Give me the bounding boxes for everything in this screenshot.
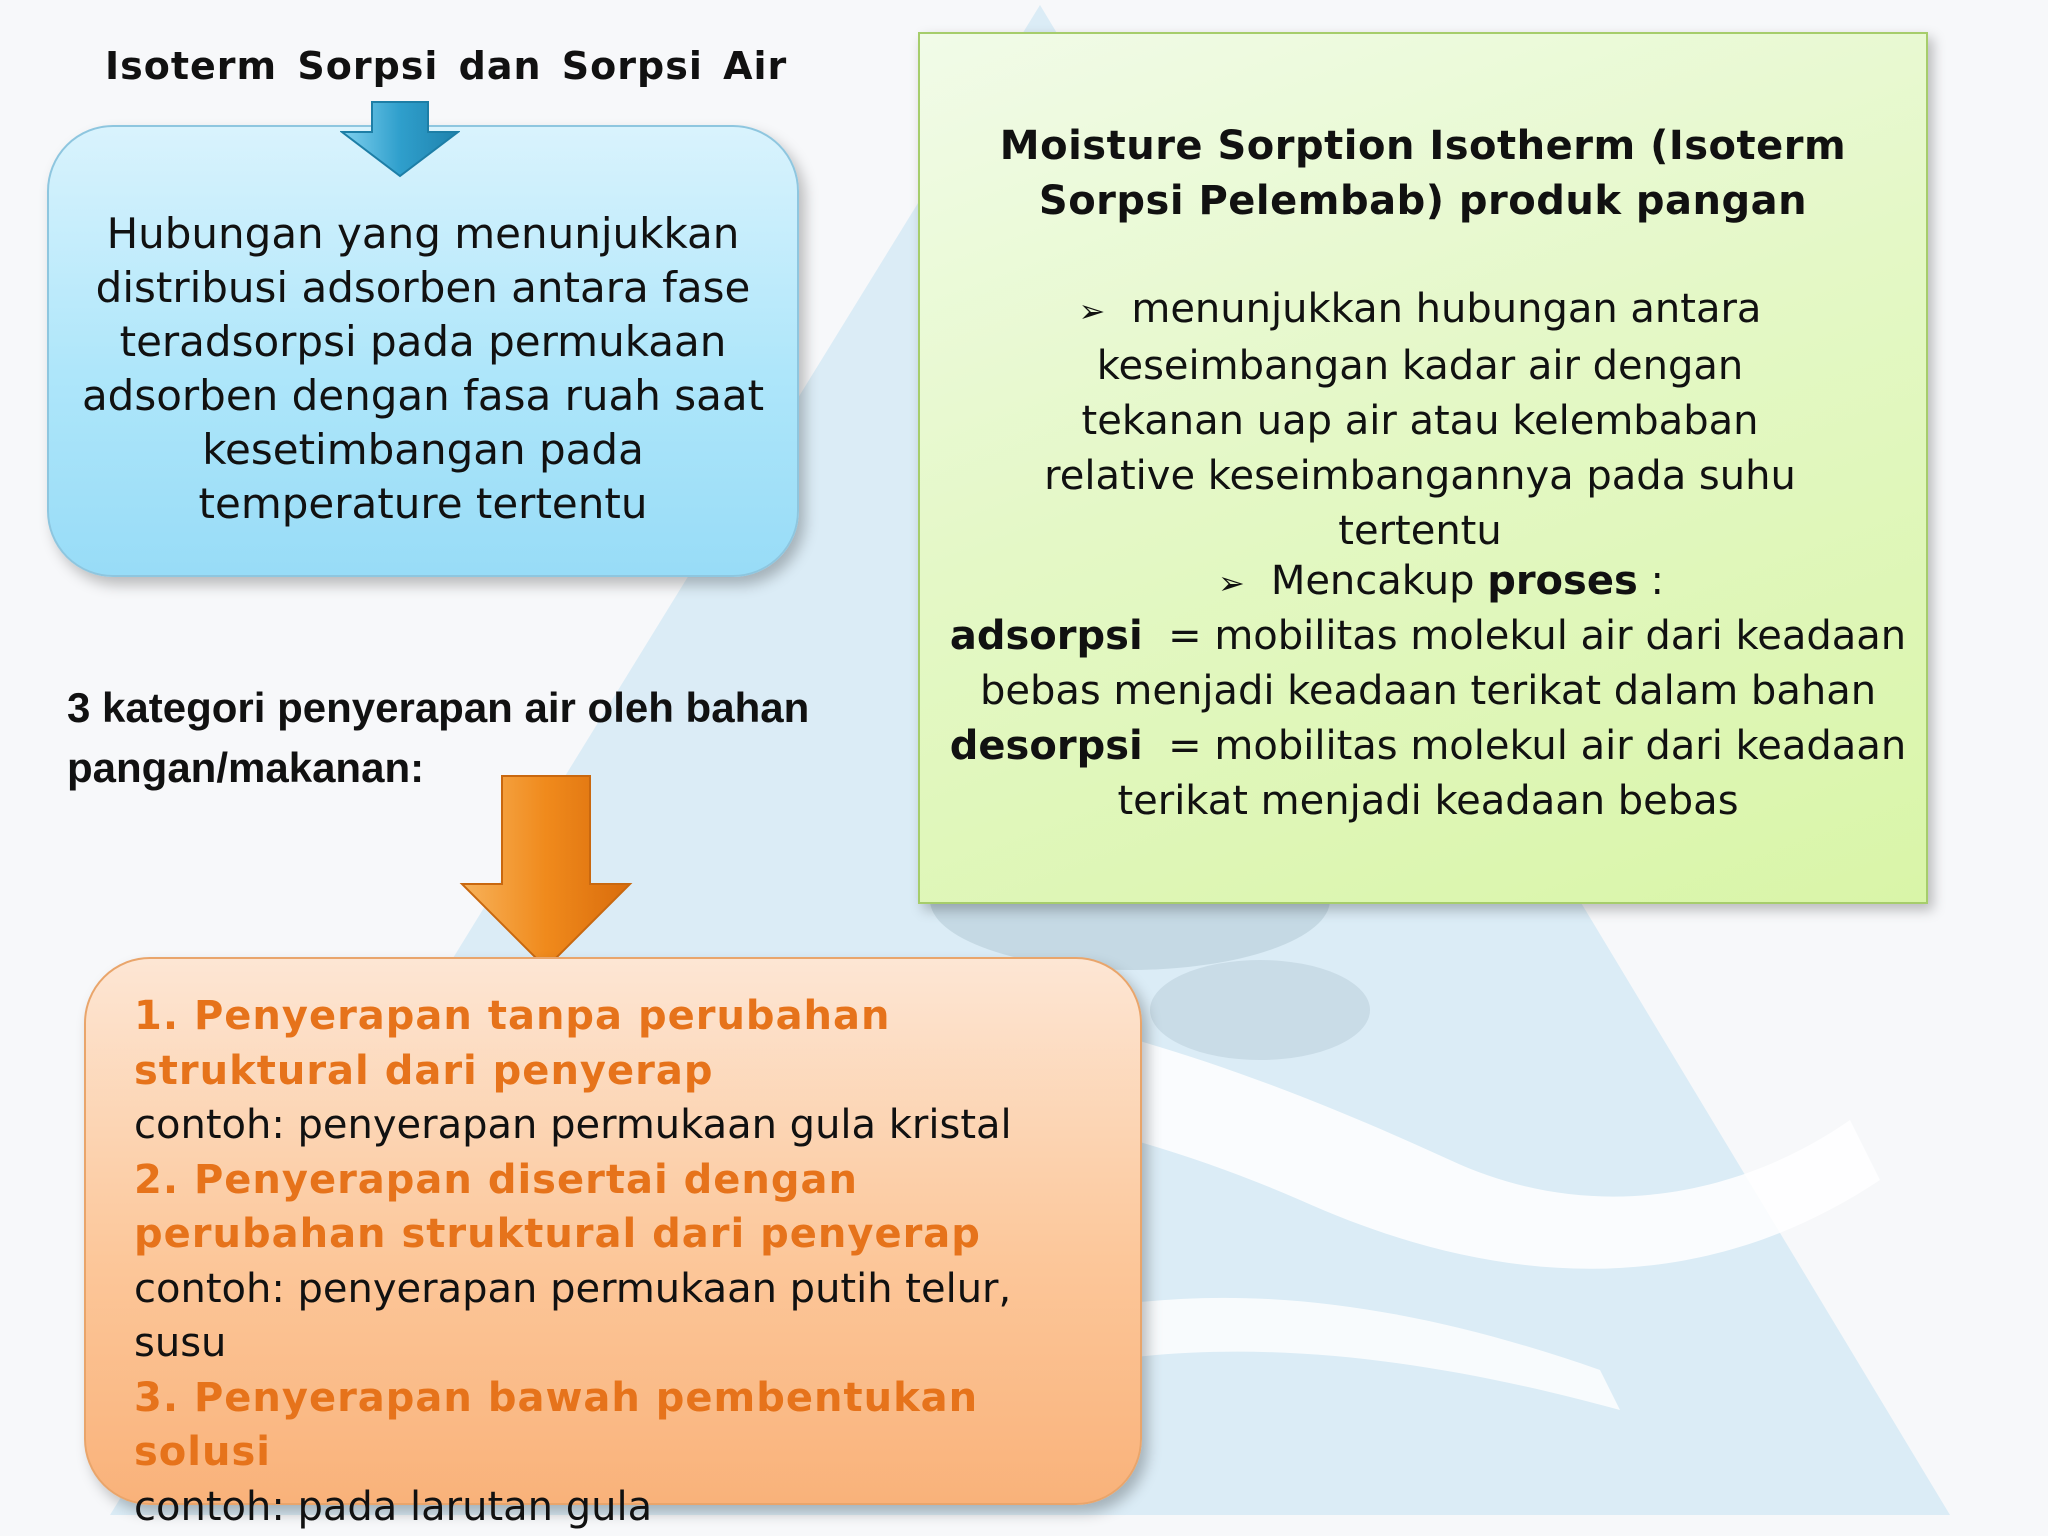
moisture-sorption-box: [918, 32, 1928, 904]
msi-definitions: [938, 609, 1918, 829]
adsorpsi-definition: adsorpsi = mobilitas molekul air dari keadaan bebas menjadi keadaan terikat dalam bahan: [949, 613, 1907, 714]
definition-box: [47, 125, 799, 577]
category-example: contoh: pada larutan gula: [134, 1483, 653, 1530]
category-example: contoh: penyerapan permukaan gula kristal: [134, 1102, 1012, 1148]
down-arrow-icon: [458, 772, 634, 972]
msi-bullet-2: ➢ Mencakup proses :: [1218, 558, 1664, 604]
categories-box: [84, 957, 1142, 1530]
desorpsi-term: desorpsi: [949, 723, 1143, 769]
page-title: Isoterm Sorpsi dan Sorpsi Air: [105, 44, 788, 88]
category-title: 1. Penyerapan tanpa perubahan struktural dari penyerap: [134, 993, 891, 1094]
adsorpsi-term: adsorpsi: [949, 613, 1143, 659]
category-title: 3. Penyerapan bawah pembentukan solusi: [134, 1374, 979, 1475]
arrow-bullet-icon: ➢: [1218, 564, 1245, 602]
arrow-bullet-icon: ➢: [1078, 292, 1106, 330]
down-arrow-icon: [340, 100, 460, 178]
category-item: [134, 1371, 1100, 1535]
category-item: [134, 989, 1100, 1153]
desorpsi-definition: desorpsi = mobilitas molekul air dari keadaan terikat menjadi keadaan bebas: [949, 723, 1907, 824]
category-title: 2. Penyerapan disertai dengan perubahan struktural dari penyerap: [134, 1156, 981, 1257]
category-example: contoh: penyerapan permukaan putih telur, susu: [134, 1265, 1012, 1366]
msi-title: Moisture Sorption Isotherm (Isoterm Sorpsi Pelembab) produk pangan: [999, 123, 1847, 224]
msi-bullet-1: ➢ menunjukkan hubungan antara keseimbangan kadar air dengan tekanan uap air atau kelembaban relative keseimbangannya pada suhu tertentu: [1044, 286, 1796, 554]
categories-heading: 3 kategori penyerapan air oleh bahan pangan/makanan:: [67, 684, 810, 791]
category-item: [134, 1153, 1100, 1371]
definition-text: Hubungan yang menunjukkan distribusi adsorben antara fase teradsorpsi pada permukaan adsorben dengan fasa ruah saat kesetimbangan pada temperature tertentu: [81, 208, 765, 528]
